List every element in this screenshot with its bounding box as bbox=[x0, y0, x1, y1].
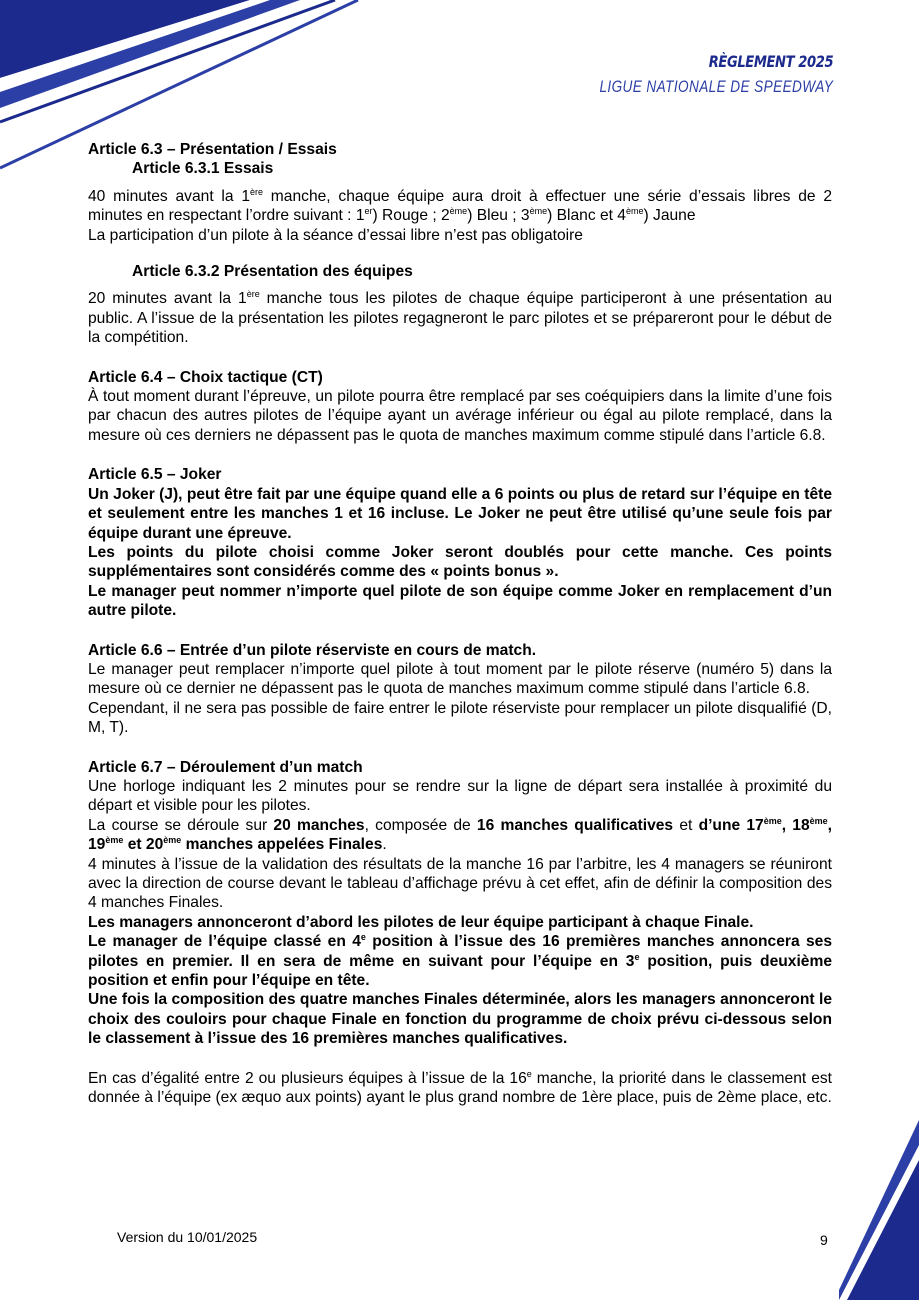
footer-version: Version du 10/01/2025 bbox=[117, 1229, 258, 1245]
paragraph-egalite: En cas d’égalité entre 2 ou plusieurs équipes à l’issue de la 16e manche, la priorité dans le classement est donnée à l’équipe (ex æquo aux points) ayant le plus grand nombre de 1ère place, puis de 2ème place, etc. bbox=[88, 1068, 833, 1107]
paragraph-essais: 40 minutes avant la 1ère manche, chaque équipe aura droit à effectuer une série d’essais libres de 2 minutes en respectant l’ordre suivant : 1er) Rouge ; 2ème) Bleu ; 3ème) Blanc et 4ème) Jaune bbox=[88, 186, 832, 225]
heading-article-6-4: Article 6.4 – Choix tactique (CT) bbox=[88, 368, 323, 386]
heading-article-6-3: Article 6.3 – Présentation / Essais bbox=[88, 141, 337, 158]
paragraph-joker-1: Un Joker (J), peut être fait par une équipe quand elle a 6 points ou plus de retard sur l’équipe en tête et seulement entre les manches 1 et 16 incluse. Le Joker ne peut être utilisé qu’une seule fois par équipe durant une épreuve. bbox=[88, 485, 832, 542]
paragraph-reserviste-2: Cependant, il ne sera pas possible de faire entrer le pilote réserviste pour remplacer un pilote disqualifié (D, M, T). bbox=[88, 699, 832, 737]
heading-article-6-7: Article 6.7 – Déroulement d’un match bbox=[88, 758, 363, 776]
paragraph-presentation: 20 minutes avant la 1ère manche tous les pilotes de chaque équipe participeront à une présentation au public. A l’issue de la présentation les pilotes regagneront le parc pilotes et se prépareront pour le début de la compétition. bbox=[88, 289, 832, 347]
heading-article-6-3-2: Article 6.3.2 Présentation des équipes bbox=[132, 263, 413, 281]
heading-article-6-3-1: Article 6.3.1 Essais bbox=[132, 160, 274, 178]
paragraph-deroulement-4: Les managers annonceront d’abord les pilotes de leur équipe participant à chaque Finale. bbox=[88, 913, 754, 931]
heading-article-6-5: Article 6.5 – Joker bbox=[88, 466, 222, 484]
paragraph-choix-tactique: À tout moment durant l’épreuve, un pilote pourra être remplacé par ses coéquipiers dans la limite d’une fois par chacun des autres pilotes de l’équipe ayant un avérage inférieur ou égal au pilote remplacé, dans la mesure où ces derniers ne dépassent pas le quota de manches maximum comme stipulé dans l’article 6.8. bbox=[88, 388, 832, 444]
paragraph-joker-2: Les points du pilote choisi comme Joker seront doublés pour cette manche. Ces points supplémentaires sont considérés comme des « points bonus ». bbox=[88, 543, 832, 581]
page-number: 9 bbox=[820, 1232, 828, 1248]
paragraph-deroulement-6: Une fois la composition des quatre manches Finales déterminée, alors les managers annonceront le choix des couloirs pour chaque Finale en fonction du programme de choix prévu ci-dessous selon le classement à l’issue des 16 premières manches qualificatives. bbox=[88, 991, 832, 1048]
page-header bbox=[541, 52, 833, 97]
paragraph-deroulement-5: Le manager de l’équipe classé en 4e position à l’issue des 16 premières manches annoncera ses pilotes en premier. Il en sera de même en suivant pour l’équipe en 3e position, puis deuxième position et enfin pour l’équipe en tête. bbox=[88, 932, 832, 990]
paragraph-joker-3: Le manager peut nommer n’importe quel pilote de son équipe comme Joker en remplacement d’un autre pilote. bbox=[88, 582, 832, 620]
heading-article-6-6: Article 6.6 – Entrée d’un pilote réserviste en cours de match. bbox=[88, 641, 537, 659]
header-subtitle: LIGUE NATIONALE DE SPEEDWAY bbox=[599, 77, 833, 96]
document-body bbox=[88, 140, 832, 1107]
paragraph-deroulement-3: 4 minutes à l’issue de la validation des résultats de la manche 16 par l’arbitre, les 4 managers se réuniront avec la direction de course devant le tableau d’affichage prévu à cet effet, afin de définir la composition des 4 manches Finales. bbox=[88, 855, 832, 912]
paragraph-deroulement-2: La course se déroule sur 20 manches, composée de 16 manches qualificatives et d’une 17ème, 18ème, 19ème et 20ème manches appelées Finales. bbox=[88, 815, 832, 854]
decorative-swoosh-bottom-right bbox=[839, 1120, 919, 1300]
paragraph-essais-participation: La participation d’un pilote à la séance d’essai libre n’est pas obligatoire bbox=[88, 226, 583, 244]
paragraph-deroulement-1: Une horloge indiquant les 2 minutes pour se rendre sur la ligne de départ sera installée à proximité du départ et visible pour les pilotes. bbox=[88, 777, 832, 815]
header-title: RÈGLEMENT 2025 bbox=[708, 52, 833, 71]
paragraph-reserviste-1: Le manager peut remplacer n’importe quel pilote à tout moment par le pilote réserve (numéro 5) dans la mesure où ce dernier ne dépassent pas le quota de manches maximum comme stipulé dans l’article 6.8. bbox=[88, 660, 832, 698]
